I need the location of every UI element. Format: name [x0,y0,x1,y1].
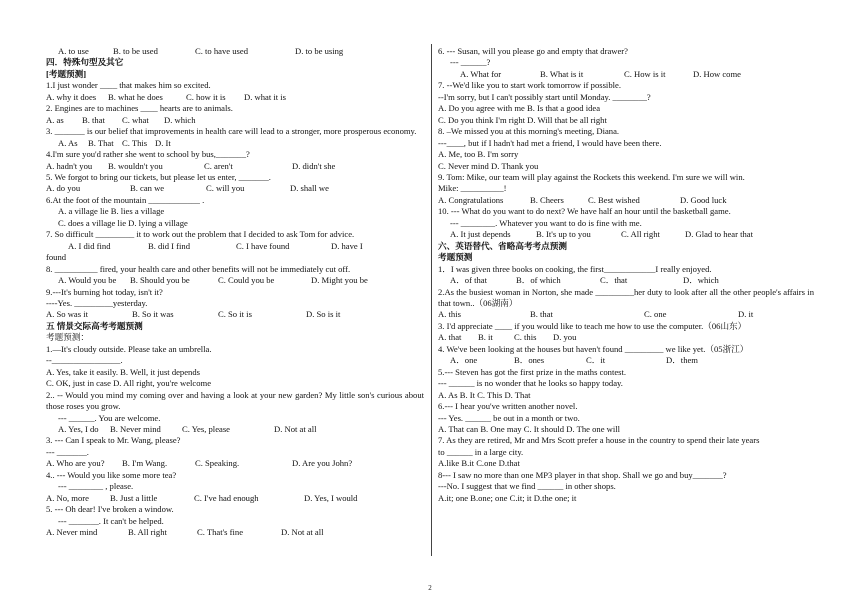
text-line: ---____, but if I hadn't had met a friend, I would have been there. [438,137,662,148]
answer-option: D. How come [693,68,741,79]
answer-option: A．one [450,355,478,366]
answer-option: D. It [155,137,171,148]
answer-option: C. So it is [218,309,252,320]
text-line: --- Yes. ______ be out in a month or two. [438,412,580,423]
answer-option: B. what he does [108,91,163,102]
text-line: A. a village lie B. lies a village [58,206,165,217]
section-heading: 五 情景交际高考考题预测 [46,320,143,331]
answer-option: C. aren't [204,160,233,171]
answer-options [46,527,424,538]
answer-options [438,355,814,366]
answer-option: B. that [82,114,105,125]
answer-options [46,115,424,126]
answer-options [46,92,424,103]
text-line: A. Yes, take it easily. B. Well, it just depends [46,366,200,377]
answer-options [46,424,424,435]
text-line: 9. Tom: Mike, our team will play against the Rockets this weekend. I'm sure we will win. [438,171,745,182]
text-line: 1．I was given three books on cooking, the first____________I really enjoyed. [438,263,712,274]
answer-option: A. do you [46,183,81,194]
text-line: A.like B.it C.one D.that [438,458,520,469]
answer-option: B. it [478,332,493,343]
text-line: 8--- I saw no more than one MP3 player in that shop. Shall we go and buy_______? [438,469,727,480]
answer-options [438,229,814,240]
column-divider [431,44,432,556]
text-line: 5. We forgot to bring our tickets, but please let us enter, _______. [46,171,271,182]
answer-option: A. What for [460,68,502,79]
answer-option: C. Yes, please [182,423,230,434]
text-line: ----Yes. _________yesterday. [46,297,148,308]
text-line: --I'm sorry, but I can't possibly start until Monday. ________? [438,91,651,102]
text-line: 3. --- Can I speak to Mr. Wang, please? [46,435,181,446]
answer-options [46,46,424,57]
text-line: 7. So difficult _________ it to work out the problem that I decided to ask Tom for advice. [46,229,355,240]
answer-option: C. This [122,137,148,148]
text-line: 1.I just wonder ____ that makes him so excited. [46,80,211,91]
answer-option: B. All right [128,527,167,538]
answer-option: B. That [88,137,114,148]
answer-option: B. Should you be [130,275,190,286]
answer-option: C. I have found [236,240,290,251]
answer-option: B. I'm Wang. [122,458,168,469]
text-line: A. Me, too B. I'm sorry [438,149,519,160]
answer-option: D. you [553,332,577,343]
text-line: 5.--- Steven has got the first prize in the maths contest. [438,366,627,377]
text-line: to ______ in a large city. [438,446,524,457]
text-line: 4.I'm sure you'd rather she went to school by bus,_______? [46,149,250,160]
answer-option: D. Glad to hear that [685,229,754,240]
text-line: 4. We've been looking at the houses but haven't found _________ we like yet.（05浙江） [438,343,749,354]
answer-option: C. will you [206,183,245,194]
text-line: 7. As they are retired, Mr and Mrs Scott prefer a house in the country to spend their late years [438,435,760,446]
text-line: 8. __________ fired, your health care and other benefits will not be immediately cut off. [46,263,351,274]
answer-option: D. to be using [295,46,344,56]
text-line: A.it; one B.one; one C.it; it D.the one; it [438,492,577,503]
page-number: 2 [428,584,432,592]
answer-option: D. shall we [290,183,329,194]
answer-option: A. Never mind [46,527,98,538]
answer-option: A．of that [450,275,487,286]
answer-options [46,458,424,469]
text-line: 6. --- Susan, will you please go and empty that drawer? [438,46,628,56]
text-line: 1.—It's cloudy outside. Please take an umbrella. [46,343,212,354]
answer-option: C. Could you be [218,275,275,286]
answer-options [46,241,424,252]
answer-option: D. So is it [306,309,341,320]
answer-option: B. can we [130,183,165,194]
section-heading: 考题预测 [438,252,473,263]
text-line: C. OK, just in case D. All right, you're welcome [46,378,212,389]
answer-option: D. Not at all [281,527,324,538]
answer-option: D. Not at all [274,423,317,434]
answer-option: C. to have used [195,46,248,56]
answer-option: A. why it does [46,91,97,102]
answer-option: A. Yes, I do [58,423,99,434]
answer-option: A. to use [58,46,89,56]
section-heading: [考题预测] [46,68,87,79]
text-line: 5. --- Oh dear! I've broken a window. [46,504,174,515]
answer-options [46,138,424,149]
answer-option: B. What is it [540,68,584,79]
text-line: C. Never mind D. Thank you [438,160,539,171]
answer-options [438,275,814,286]
text-line: --- ______. You are welcome. [58,412,161,423]
text-line: 3. _______ is our belief that improvements in health care will lead to a stronger, more prosperous economy. [46,126,417,137]
section-heading: 四．特殊句型及其它 [46,57,124,68]
text-line: 3. I'd appreciate ____ if you would like to teach me how to use the computer.（06山东） [438,320,747,331]
answer-option: A. As [58,137,78,148]
answer-options [46,275,424,286]
answer-option: C. what [122,114,149,125]
answer-option: A. that [438,332,462,343]
text-line: A. Do you agree with me B. Is that a good idea [438,103,601,114]
text-line: 7. --We'd like you to start work tomorrow if possible. [438,80,621,91]
answer-option: C. how it is [186,91,226,102]
answer-option: B. to be used [113,46,158,56]
text-line: found [46,252,67,263]
answer-option: C. Speaking. [195,458,240,469]
answer-option: B. that [530,309,553,320]
text-line: 2.As the busiest woman in Norton, she made _________her duty to look after all the other people's affairs in that town..（06湖南） [438,286,814,308]
answer-option: A. this [438,309,461,320]
answer-option: D．which [683,275,719,286]
answer-option: B. It's up to you [536,229,591,240]
text-line: 考题预测： [46,332,89,343]
answer-option: D. Yes, I would [304,492,358,503]
answer-option: C. That's fine [197,527,244,538]
text-line: Mike: __________! [438,183,507,194]
answer-option: C. How is it [624,68,666,79]
answer-options [46,493,424,504]
answer-options [46,309,424,320]
left-column [46,46,424,538]
answer-option: D. Are you John? [292,458,353,469]
section-heading: 六、英语替代、省略高考考点预测 [438,240,567,251]
text-line: C. Do you think I'm right D. Will that be all right [438,114,607,125]
answer-option: C. one [644,309,667,320]
answer-options [46,161,424,172]
text-line: A. That can B. One may C. It should D. The one will [438,423,621,434]
text-line: --- ______ is no wonder that he looks so happy today. [438,378,623,389]
text-line: ---No. I suggest that we find ______ in other shops. [438,481,616,492]
answer-option: D. Good luck [680,194,727,205]
answer-option: A. I did find [68,240,111,251]
text-line: 10. --- What do you want to do next? We have half an hour until the basketball game. [438,206,731,217]
text-line: A. As B. It C. This D. That [438,389,531,400]
answer-option: A. It just depends [450,229,511,240]
answer-option: D. Might you be [311,275,368,286]
text-line: 4.. --- Would you like some more tea? [46,469,177,480]
answer-option: A. No, more [46,492,89,503]
answer-option: C. this [514,332,537,343]
text-line: --- ______? [450,57,491,68]
answer-option: D. it [738,309,754,320]
answer-option: A. So was it [46,309,89,320]
answer-option: A. Would you be [58,275,117,286]
answer-option: B. So it was [132,309,174,320]
text-line: --- _______. [46,446,89,457]
text-line: 8. –We missed you at this morning's meeting, Diana. [438,126,620,137]
text-line: 2. Engines are to machines ____ hearts are to animals. [46,103,233,114]
answer-option: D. have I [331,240,363,251]
answer-option: A. Who are you? [46,458,105,469]
answer-option: A. Congratulations [438,194,504,205]
answer-option: B. Never mind [110,423,161,434]
answer-option: C. Best wished [588,194,640,205]
text-line: 6.--- I hear you've written another novel. [438,401,578,412]
answer-options [46,183,424,194]
answer-option: B．of which [516,275,561,286]
answer-option: C．that [600,275,628,286]
answer-option: D. which [164,114,196,125]
answer-option: D．them [666,355,698,366]
text-line: C. does a village lie D. lying a village [58,217,188,228]
answer-options [438,195,814,206]
text-line: 6.At the foot of the mountain ____________ . [46,194,205,205]
answer-option: B．ones [514,355,545,366]
text-line: 2.. -- Would you mind my coming over and having a look at your new garden? My little son's curious about those roses you grow. [46,389,424,412]
answer-options [438,69,814,80]
answer-option: C．it [586,355,606,366]
text-line: 9.---It's burning hot today, isn't it? [46,286,163,297]
right-column [438,46,814,504]
answer-options [438,309,814,320]
text-line: --- _______. It can't be helped. [58,515,164,526]
text-line: --- ________ , please. [58,481,134,492]
answer-option: D. didn't she [292,160,336,171]
answer-option: B. Cheers [530,194,564,205]
answer-option: C. All right [621,229,660,240]
answer-option: C. I've had enough [194,492,259,503]
answer-option: A. hadn't you [46,160,93,171]
text-line: --________________. [46,355,123,366]
answer-option: B. wouldn't you [108,160,163,171]
answer-option: D. what it is [244,91,287,102]
answer-option: B. did I find [148,240,191,251]
answer-options [438,332,814,343]
answer-option: A. as [46,114,64,125]
text-line: --- ________. Whatever you want to do is fine with me. [450,217,642,228]
answer-option: B. Just a little [110,492,158,503]
